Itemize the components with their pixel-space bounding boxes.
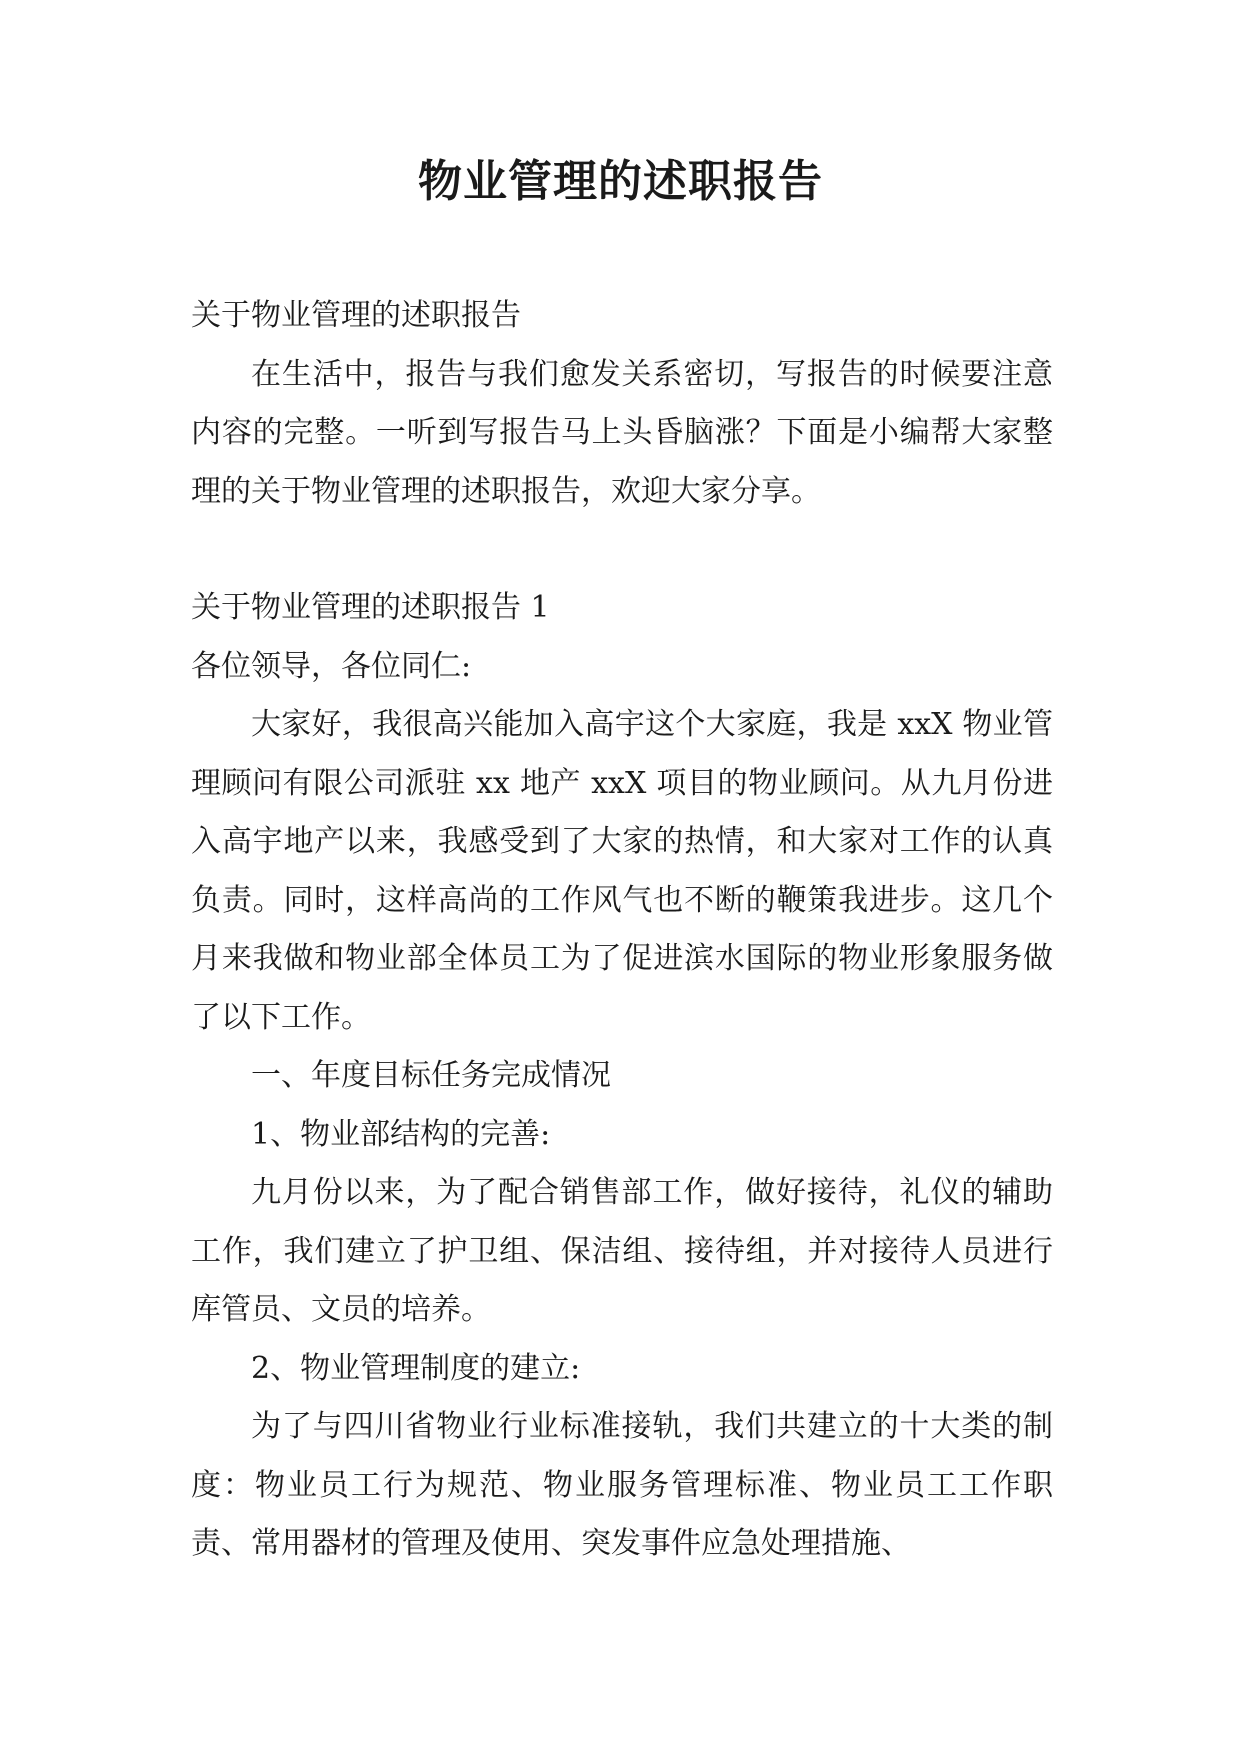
subheading: 一、年度目标任务完成情况 [251,1058,611,1093]
body-paragraph: 九月份以来，为了配合销售部工作，做好接待，礼仪的辅助工作，我们建立了护卫组、保洁组、接待组，并对接待人员进行库管员、文员的培养。 [191,1175,1053,1327]
body-paragraph: 大家好，我很高兴能加入高宇这个大家庭，我是 xxX 物业管理顾问有限公司派驻 xx 地产 xxX 项目的物业顾问。从九月份进入高宇地产以来，我感受到了大家的热情，和大家对工作的认真负责。同时，这样高尚的工作风气也不断的鞭策我进步。这几个月来我做和物业部全体员工为了促进滨水国际的物业形象服务做了以下工作。 [191,707,1053,1035]
list-item: 1、物业部结构的完善: [251,1116,551,1152]
section-heading: 关于物业管理的述职报告 1 [191,590,550,625]
document-title: 物业管理的述职报告 [418,156,823,207]
intro-heading: 关于物业管理的述职报告 [191,298,521,333]
document-body [191,287,1053,1574]
intro-paragraph: 在生活中，报告与我们愈发关系密切，写报告的时候要注意内容的完整。一听到写报告马上头昏脑涨？下面是小编帮大家整理的关于物业管理的述职报告，欢迎大家分享。 [191,356,1053,509]
section-spacer [191,521,1053,579]
body-paragraph: 为了与四川省物业行业标准接轨，我们共建立的十大类的制度：物业员工行为规范、物业服务管理标准、物业员工工作职责、常用器材的管理及使用、突发事件应急处理措施、 [191,1409,1053,1561]
list-item: 2、物业管理制度的建立: [251,1350,581,1386]
salutation: 各位领导，各位同仁: [191,648,472,684]
